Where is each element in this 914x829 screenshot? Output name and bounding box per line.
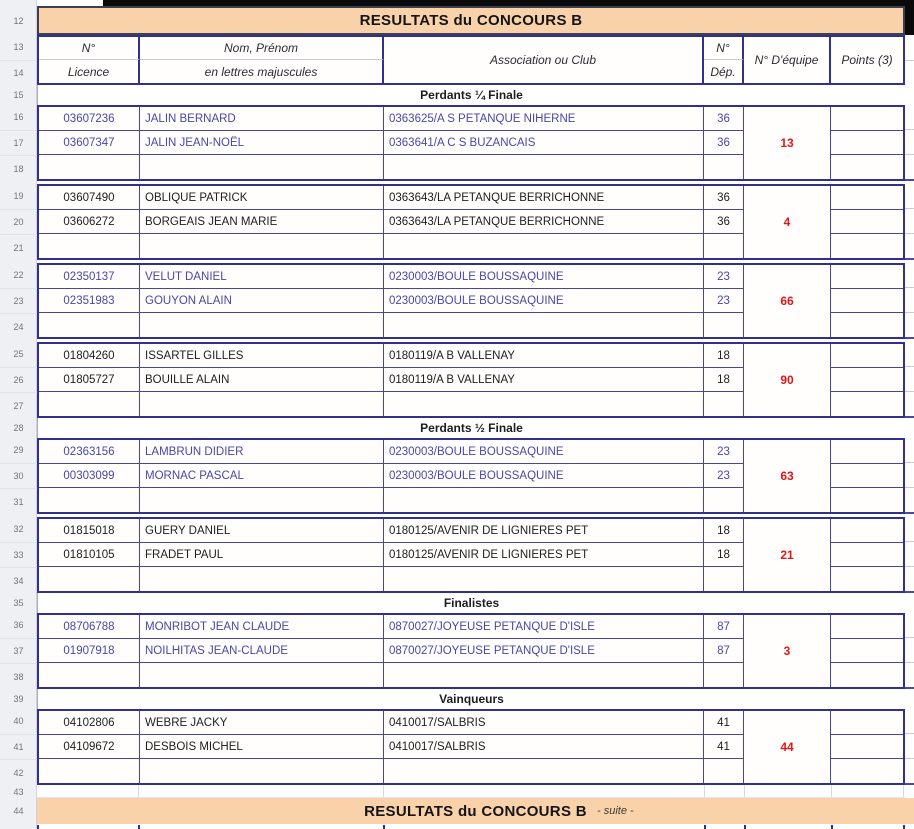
row-number[interactable]: 35 <box>13 598 24 608</box>
empty-cell[interactable] <box>704 488 744 512</box>
points-cell[interactable] <box>831 464 903 488</box>
dep-cell[interactable]: 36 <box>704 107 744 131</box>
name-cell[interactable]: JALIN BERNARD <box>140 107 384 131</box>
next-row-cells <box>37 824 905 829</box>
section-band <box>0 689 914 709</box>
row-number[interactable]: 39 <box>13 694 24 704</box>
team-number-cell[interactable]: 44 <box>744 711 831 783</box>
empty-cell[interactable] <box>704 567 744 591</box>
team-number-cell[interactable]: 3 <box>744 615 831 687</box>
points-cell[interactable] <box>831 663 903 687</box>
name-cell[interactable]: OBLIQUE PATRICK <box>140 186 384 210</box>
empty-cell[interactable] <box>39 313 140 337</box>
row-number[interactable]: 14 <box>13 67 24 78</box>
club-cell[interactable]: 0230003/BOULE BOUSSAQUINE <box>384 289 704 313</box>
empty-cell[interactable] <box>140 759 384 783</box>
section-title: Finalistes <box>37 593 905 613</box>
section-title: Perdants ¼ Finale <box>37 85 905 105</box>
club-cell[interactable]: 0363625/A S PETANQUE NIHERNE <box>384 107 704 131</box>
empty-cell[interactable] <box>384 392 704 416</box>
name-cell[interactable]: WEBRE JACKY <box>140 711 384 735</box>
empty-row-band <box>0 785 914 798</box>
header-licence-line2: Licence <box>39 60 140 83</box>
row-number[interactable]: 44 <box>13 806 24 816</box>
club-cell[interactable]: 0180125/AVENIR DE LIGNIERES PET <box>384 543 704 567</box>
empty-cell[interactable] <box>39 234 140 258</box>
page-title: RESULTATS du CONCOURS B <box>359 12 583 29</box>
row-number[interactable]: 41 <box>0 735 37 761</box>
column-headers <box>37 35 905 85</box>
dep-cell[interactable]: 36 <box>704 210 744 234</box>
row-number[interactable]: 34 <box>13 575 24 586</box>
points-cell[interactable] <box>831 210 903 234</box>
result-group-band <box>0 613 914 689</box>
points-cell[interactable] <box>831 488 903 512</box>
empty-cell[interactable] <box>140 313 384 337</box>
empty-cell[interactable] <box>140 567 384 591</box>
empty-cell[interactable] <box>140 663 384 687</box>
header-dep-line2: Dép. <box>704 60 744 83</box>
row-number[interactable]: 30 <box>0 464 37 490</box>
dep-cell[interactable]: 18 <box>704 543 744 567</box>
club-cell[interactable]: 0410017/SALBRIS <box>384 711 704 735</box>
row-number[interactable]: 19 <box>0 184 37 210</box>
dep-cell[interactable]: 23 <box>704 265 744 289</box>
row-number[interactable]: 25 <box>0 342 37 368</box>
name-cell[interactable]: BOUILLE ALAIN <box>140 368 384 392</box>
result-group <box>37 613 905 689</box>
row-number[interactable]: 36 <box>0 613 37 639</box>
row-number[interactable]: 21 <box>13 242 24 253</box>
title-band <box>0 6 914 35</box>
empty-cell[interactable] <box>704 759 744 783</box>
row-number[interactable]: 13 <box>0 35 37 61</box>
licence-cell[interactable]: 01804260 <box>39 344 140 368</box>
dep-cell[interactable]: 23 <box>704 289 744 313</box>
licence-cell[interactable]: 03607236 <box>39 107 140 131</box>
row-number[interactable]: 42 <box>13 767 24 778</box>
header-dep-line1: N° <box>704 37 744 60</box>
name-cell[interactable]: JALIN JEAN-NOËL <box>140 131 384 155</box>
name-cell[interactable]: VELUT DANIEL <box>140 265 384 289</box>
dep-cell[interactable]: 41 <box>704 735 744 759</box>
row-number[interactable]: 31 <box>13 496 24 507</box>
club-cell[interactable]: 0230003/BOULE BOUSSAQUINE <box>384 440 704 464</box>
orange-title-cell <box>37 6 905 35</box>
licence-cell[interactable]: 03607490 <box>39 186 140 210</box>
points-cell[interactable] <box>831 519 903 543</box>
name-cell[interactable]: MORNAC PASCAL <box>140 464 384 488</box>
club-cell[interactable]: 0870027/JOYEUSE PETANQUE D'ISLE <box>384 639 704 663</box>
points-cell[interactable] <box>831 567 903 591</box>
row-number[interactable]: 20 <box>0 210 37 236</box>
team-number-cell[interactable]: 90 <box>744 344 831 416</box>
row-number[interactable]: 27 <box>13 400 24 411</box>
empty-cell[interactable] <box>704 663 744 687</box>
section-title: Vainqueurs <box>37 689 905 709</box>
next-row-preview <box>0 824 914 829</box>
points-cell[interactable] <box>831 759 903 783</box>
row-number[interactable]: 24 <box>13 321 24 332</box>
licence-cell[interactable]: 01907918 <box>39 639 140 663</box>
row-number[interactable]: 28 <box>13 423 24 433</box>
right-sliver <box>905 6 914 35</box>
club-cell[interactable]: 0870027/JOYEUSE PETANQUE D'ISLE <box>384 615 704 639</box>
points-cell[interactable] <box>831 265 903 289</box>
name-cell[interactable]: LAMBRUN DIDIER <box>140 440 384 464</box>
licence-cell[interactable]: 02350137 <box>39 265 140 289</box>
section-band <box>0 593 914 613</box>
empty-cell[interactable] <box>140 155 384 179</box>
empty-cell[interactable] <box>39 488 140 512</box>
header-association: Association ou Club <box>384 37 704 83</box>
empty-cell[interactable] <box>140 488 384 512</box>
team-number-cell[interactable]: 63 <box>744 440 831 512</box>
section-band <box>0 85 914 105</box>
points-cell[interactable] <box>831 711 903 735</box>
club-cell[interactable]: 0363641/A C S BUZANCAIS <box>384 131 704 155</box>
result-group-band <box>0 342 914 418</box>
orange-title-cell <box>37 798 914 824</box>
club-cell[interactable]: 0363643/LA PETANQUE BERRICHONNE <box>384 186 704 210</box>
row-number[interactable]: 38 <box>13 671 24 682</box>
suite-label: - suite - <box>597 805 634 817</box>
result-group-band <box>0 105 914 181</box>
empty-cell[interactable] <box>384 759 704 783</box>
club-cell[interactable]: 0230003/BOULE BOUSSAQUINE <box>384 265 704 289</box>
row-number[interactable]: 29 <box>0 438 37 464</box>
result-group <box>37 438 905 514</box>
empty-cell[interactable] <box>384 234 704 258</box>
row-number[interactable]: 15 <box>13 90 24 100</box>
licence-cell[interactable]: 02363156 <box>39 440 140 464</box>
licence-cell[interactable]: 02351983 <box>39 289 140 313</box>
points-cell[interactable] <box>831 392 903 416</box>
row-number[interactable]: 40 <box>0 709 37 735</box>
dep-cell[interactable]: 87 <box>704 615 744 639</box>
result-group <box>37 105 905 181</box>
name-cell[interactable]: GUERY DANIEL <box>140 519 384 543</box>
licence-cell[interactable]: 01805727 <box>39 368 140 392</box>
empty-cell[interactable] <box>384 313 704 337</box>
name-cell[interactable]: DESBOIS MICHEL <box>140 735 384 759</box>
empty-cell[interactable] <box>384 663 704 687</box>
club-cell[interactable]: 0363643/LA PETANQUE BERRICHONNE <box>384 210 704 234</box>
points-cell[interactable] <box>831 344 903 368</box>
team-number-cell[interactable]: 4 <box>744 186 831 258</box>
licence-cell[interactable]: 03607347 <box>39 131 140 155</box>
row-number[interactable]: 22 <box>0 263 37 289</box>
empty-cell[interactable] <box>704 155 744 179</box>
team-number-cell[interactable]: 13 <box>744 107 831 179</box>
empty-cell[interactable] <box>704 234 744 258</box>
empty-cell[interactable] <box>39 155 140 179</box>
licence-cell[interactable]: 01810105 <box>39 543 140 567</box>
header-points: Points (3) <box>841 53 893 67</box>
empty-cell[interactable] <box>384 488 704 512</box>
club-cell[interactable]: 0180119/A B VALLENAY <box>384 368 704 392</box>
points-cell[interactable] <box>831 155 903 179</box>
club-cell[interactable]: 0410017/SALBRIS <box>384 735 704 759</box>
result-group-band <box>0 263 914 339</box>
name-cell[interactable]: ISSARTEL GILLES <box>140 344 384 368</box>
empty-cell[interactable] <box>39 392 140 416</box>
dep-cell[interactable]: 36 <box>704 131 744 155</box>
dep-cell[interactable]: 36 <box>704 186 744 210</box>
empty-row[interactable] <box>37 785 905 798</box>
row-number[interactable]: 23 <box>0 289 37 315</box>
header-licence-line1: N° <box>39 37 140 60</box>
club-cell[interactable]: 0180125/AVENIR DE LIGNIERES PET <box>384 519 704 543</box>
result-group <box>37 184 905 260</box>
column-header-band <box>0 35 914 85</box>
dep-cell[interactable]: 87 <box>704 639 744 663</box>
row-number[interactable]: 12 <box>13 15 24 26</box>
row-number[interactable]: 33 <box>0 543 37 569</box>
dep-cell[interactable]: 18 <box>704 368 744 392</box>
empty-cell[interactable] <box>704 392 744 416</box>
empty-cell[interactable] <box>140 234 384 258</box>
dep-cell[interactable]: 41 <box>704 711 744 735</box>
result-group <box>37 517 905 593</box>
licence-cell[interactable]: 04102806 <box>39 711 140 735</box>
empty-cell[interactable] <box>39 663 140 687</box>
points-cell[interactable] <box>831 313 903 337</box>
licence-cell[interactable]: 04109672 <box>39 735 140 759</box>
points-cell[interactable] <box>831 615 903 639</box>
dep-cell[interactable]: 23 <box>704 464 744 488</box>
result-group-band <box>0 438 914 514</box>
dep-cell[interactable]: 18 <box>704 344 744 368</box>
row-number[interactable]: 18 <box>13 163 24 174</box>
points-cell[interactable] <box>831 289 903 313</box>
row-number[interactable]: 17 <box>0 131 37 157</box>
licence-cell[interactable]: 03606272 <box>39 210 140 234</box>
row-number[interactable]: 43 <box>13 786 24 797</box>
points-cell[interactable] <box>831 440 903 464</box>
points-cell[interactable] <box>831 186 903 210</box>
section-title: Perdants ½ Finale <box>37 418 905 438</box>
team-number-cell[interactable]: 66 <box>744 265 831 337</box>
result-group-band <box>0 517 914 593</box>
page-title-bottom: RESULTATS du CONCOURS B <box>364 802 587 820</box>
empty-cell[interactable] <box>384 155 704 179</box>
licence-cell[interactable]: 08706788 <box>39 615 140 639</box>
result-group <box>37 709 905 785</box>
empty-cell[interactable] <box>39 567 140 591</box>
title-band-bottom <box>0 798 914 824</box>
dep-cell[interactable]: 23 <box>704 440 744 464</box>
header-team: N° D'équipe <box>744 37 831 83</box>
header-name-line1: Nom, Prénom <box>140 37 384 60</box>
name-cell[interactable]: BORGEAIS JEAN MARIE <box>140 210 384 234</box>
empty-cell[interactable] <box>140 392 384 416</box>
points-cell[interactable] <box>831 234 903 258</box>
row-number[interactable]: 16 <box>0 105 37 131</box>
header-name-line2: en lettres majuscules <box>140 60 384 83</box>
club-cell[interactable]: 0230003/BOULE BOUSSAQUINE <box>384 464 704 488</box>
team-number-cell[interactable]: 21 <box>744 519 831 591</box>
section-band <box>0 418 914 438</box>
empty-cell[interactable] <box>384 567 704 591</box>
dep-cell[interactable]: 18 <box>704 519 744 543</box>
licence-cell[interactable]: 01815018 <box>39 519 140 543</box>
name-cell[interactable]: GOUYON ALAIN <box>140 289 384 313</box>
name-cell[interactable]: FRADET PAUL <box>140 543 384 567</box>
points-cell[interactable] <box>831 107 903 131</box>
result-group <box>37 342 905 418</box>
row-number[interactable]: 32 <box>0 517 37 543</box>
points-cell[interactable] <box>831 543 903 567</box>
name-cell[interactable]: MONRIBOT JEAN CLAUDE <box>140 615 384 639</box>
licence-cell[interactable]: 00303099 <box>39 464 140 488</box>
empty-cell[interactable] <box>704 313 744 337</box>
empty-cell[interactable] <box>39 759 140 783</box>
result-group <box>37 263 905 339</box>
row-number[interactable]: 26 <box>0 368 37 394</box>
name-cell[interactable]: NOILHITAS JEAN-CLAUDE <box>140 639 384 663</box>
club-cell[interactable]: 0180119/A B VALLENAY <box>384 344 704 368</box>
result-group-band <box>0 709 914 785</box>
result-group-band <box>0 184 914 260</box>
points-cell[interactable] <box>831 735 903 759</box>
points-cell[interactable] <box>831 639 903 663</box>
points-cell[interactable] <box>831 131 903 155</box>
row-number[interactable]: 37 <box>0 639 37 665</box>
points-cell[interactable] <box>831 368 903 392</box>
